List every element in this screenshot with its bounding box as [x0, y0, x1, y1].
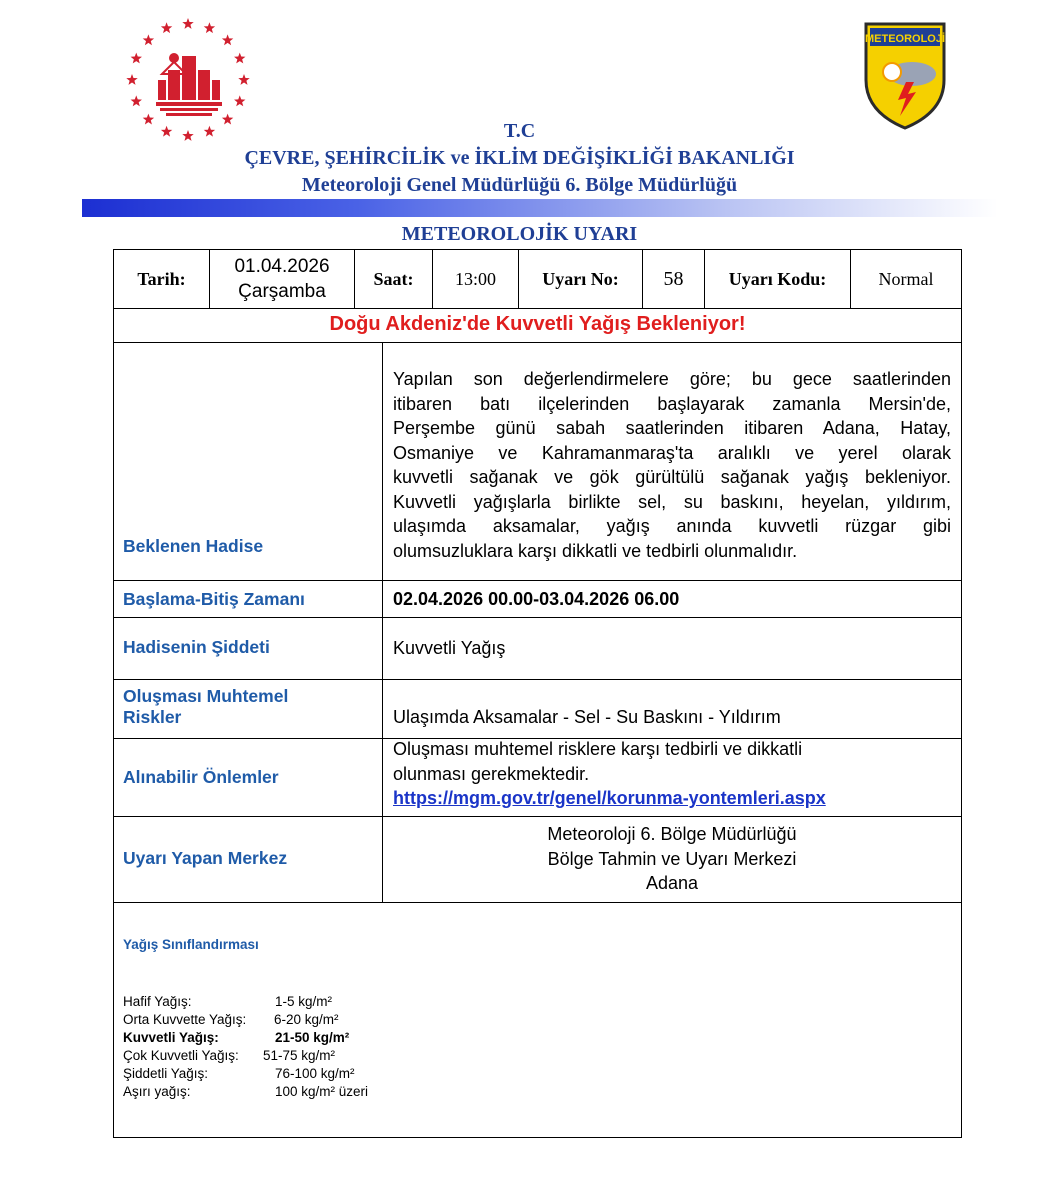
risks-label-line: Oluşması Muhtemel [123, 686, 289, 706]
event-line: Kuvvetli yağışlarla birlikte sel, su baskını, heyelan, yıldırım, [393, 491, 951, 512]
day-value: Çarşamba [238, 281, 326, 302]
classification-range: 6-20 kg/m² [274, 1012, 339, 1027]
classification-name: Kuvvetli Yağış: [123, 1030, 219, 1045]
event-line: ulaşımda aksamalar, yağış anında kuvvetli rüzgar gibi [393, 516, 951, 536]
expected-event-label: Beklenen Hadise [123, 536, 264, 556]
warning-no-label: Uyarı No: [542, 268, 619, 289]
date-cell [210, 250, 354, 308]
classification-name: Aşırı yağış: [123, 1084, 191, 1099]
emblem-star [234, 95, 245, 106]
event-line: olumsuzluklara karşı dikkatli ve tedbirli olunmalıdır. [393, 540, 798, 561]
risks-value: Ulaşımda Aksamalar - Sel - Su Baskını - Yıldırım [393, 707, 781, 727]
document-title: METEOROLOJİK UYARI [401, 223, 638, 245]
emblem-star [204, 22, 215, 33]
time-label: Saat: [373, 268, 414, 289]
severity-value: Kuvvetli Yağış [393, 638, 506, 658]
date-value: 01.04.2026 [234, 256, 330, 277]
measures-line: olunması gerekmektedir. [393, 763, 590, 784]
emblem-star [238, 74, 249, 85]
expected-event-text [393, 367, 951, 563]
event-line: Osmaniye ve Kahramanmaraş'ta aralıklı ve yerel olarak [393, 442, 951, 463]
center-line: Meteoroloji 6. Bölge Müdürlüğü [547, 824, 797, 844]
warning-headline: Doğu Akdeniz'de Kuvvetli Yağış Bekleniyor! [329, 313, 746, 335]
classification-range: 100 kg/m² üzeri [275, 1084, 369, 1099]
center-line: Adana [645, 873, 699, 893]
warning-code-value: Normal [878, 268, 934, 289]
classification-range: 51-75 kg/m² [263, 1048, 336, 1063]
classification-item [123, 1047, 368, 1065]
classification-range: 76-100 kg/m² [275, 1066, 355, 1081]
time-range-value: 02.04.2026 00.00-03.04.2026 06.00 [393, 589, 680, 609]
meteorology-shield-logo [862, 20, 948, 132]
classification-name: Hafif Yağış: [123, 994, 192, 1009]
classification-item [123, 1029, 368, 1047]
risks-label [123, 686, 288, 728]
emblem-star [222, 34, 233, 45]
header-tc: T.C [503, 120, 536, 142]
measures-label: Alınabilir Önlemler [123, 767, 279, 787]
classification-list [123, 993, 368, 1101]
measures-link[interactable]: https://mgm.gov.tr/genel/korunma-yontemleri.aspx [393, 788, 826, 808]
time-range-label: Başlama-Bitiş Zamanı [123, 589, 305, 609]
event-line: kuvvetli sağanak ve gök gürültülü sağanak yağış bekleniyor. [393, 467, 951, 487]
classification-range: 21-50 kg/m² [275, 1030, 350, 1045]
classification-item [123, 1065, 368, 1083]
classification-item [123, 993, 368, 1011]
classification-item [123, 1011, 368, 1029]
classification-range: 1-5 kg/m² [275, 994, 333, 1009]
issuing-center-label: Uyarı Yapan Merkez [123, 848, 288, 868]
issuing-center-value [383, 822, 961, 896]
measures-text [393, 737, 826, 811]
classification-title: Yağış Sınıflandırması [123, 937, 259, 952]
risks-label-line: Riskler [123, 707, 182, 727]
classification-name: Çok Kuvvetli Yağış: [123, 1048, 239, 1063]
svg-text:METEOROLOJİ: METEOROLOJİ [864, 33, 946, 45]
event-line: Perşembe günü sabah saatlerinden itibaren Adana, Hatay, [393, 418, 951, 438]
header-directorate: Meteoroloji Genel Müdürlüğü 6. Bölge Müdürlüğü [301, 174, 738, 196]
header-gradient-bar [82, 199, 998, 217]
warning-no-value: 58 [663, 267, 684, 290]
emblem-star [131, 53, 142, 64]
event-line: itibaren batı ilçelerinden başlayarak zamanla Mersin'de, [393, 393, 951, 414]
emblem-star [161, 22, 172, 33]
severity-label: Hadisenin Şiddeti [123, 637, 270, 657]
center-line: Bölge Tahmin ve Uyarı Merkezi [547, 848, 797, 869]
measures-line: Oluşması muhtemel risklere karşı tedbirli ve dikkatli [393, 739, 803, 759]
emblem-star [131, 95, 142, 106]
header-ministry: ÇEVRE, ŞEHİRCİLİK ve İKLİM DEĞİŞİKLİĞİ BAKANLIĞI [244, 147, 795, 169]
classification-name: Orta Kuvvette Yağış: [123, 1012, 247, 1027]
emblem-star [182, 18, 193, 29]
warning-code-label: Uyarı Kodu: [728, 268, 827, 289]
time-value: 13:00 [454, 268, 496, 289]
date-label: Tarih: [137, 268, 186, 289]
emblem-star [126, 74, 137, 85]
emblem-star [234, 53, 245, 64]
emblem-star [143, 34, 154, 45]
event-line: Yapılan son değerlendirmelere göre; bu gece saatlerinden [393, 369, 951, 389]
classification-item [123, 1083, 368, 1101]
classification-name: Şiddetli Yağış: [123, 1066, 209, 1081]
